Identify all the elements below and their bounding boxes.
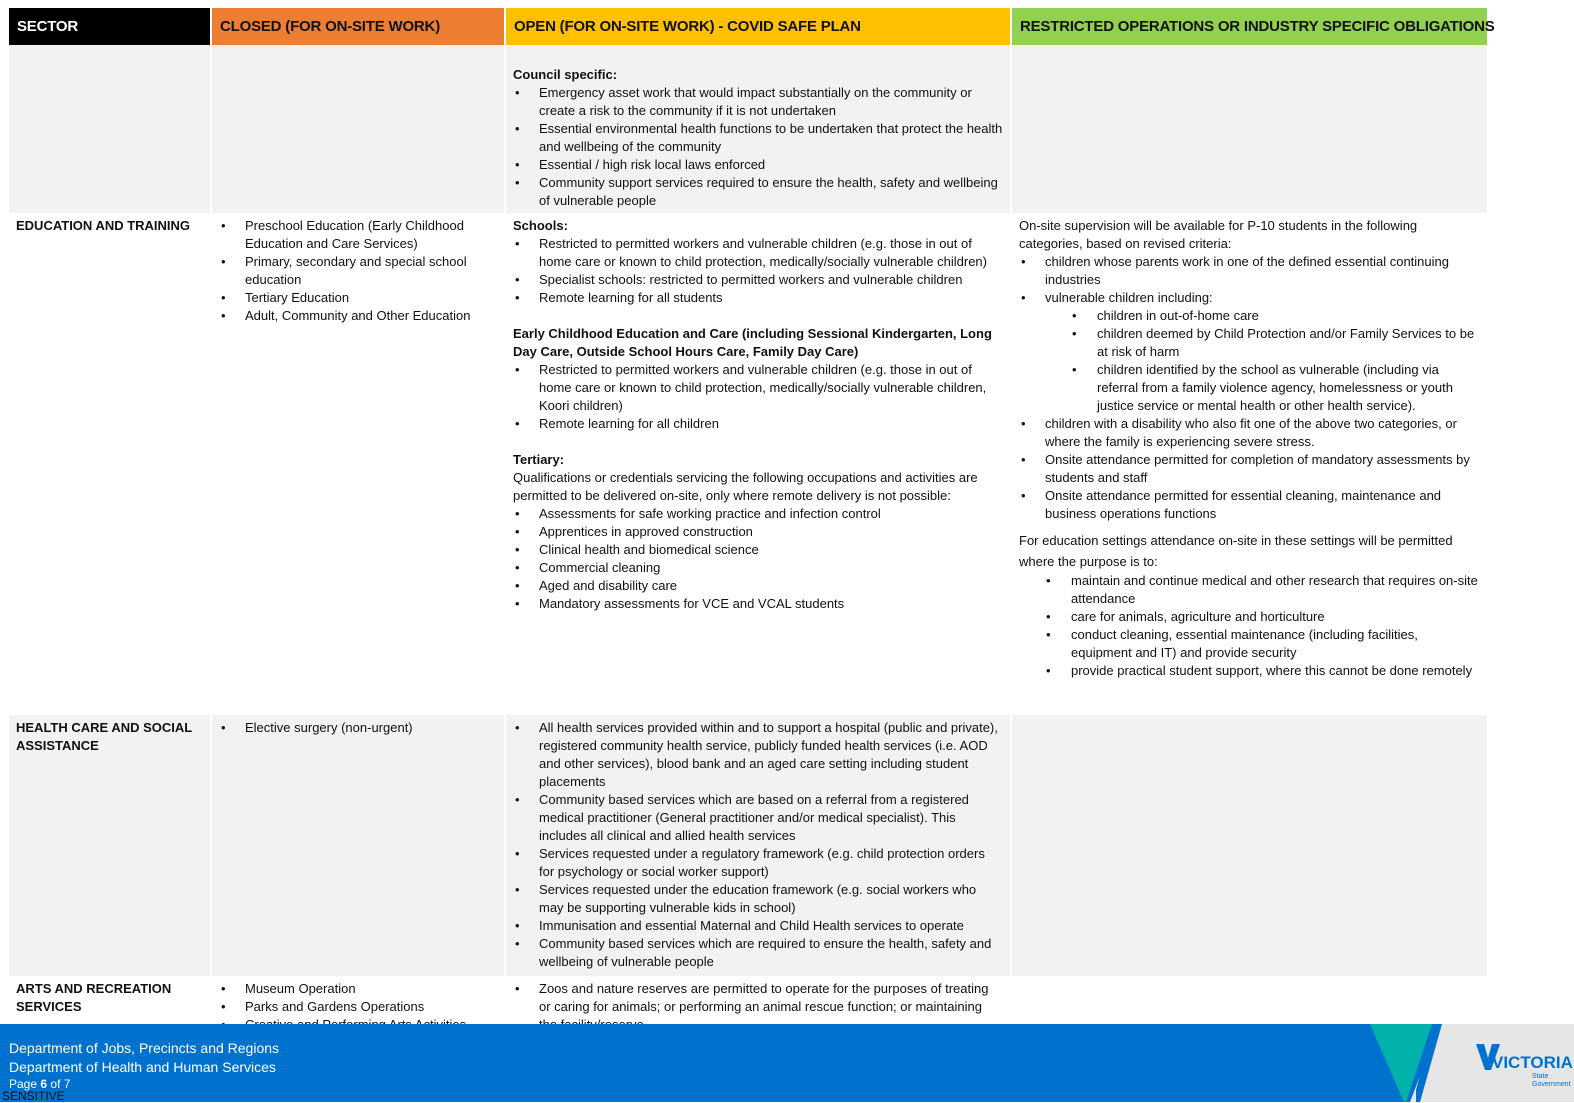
tertiary-intro: Qualifications or credentials servicing the following occupations and activities are permitted to be delivered on-site, only where remote delivery is not possible: xyxy=(513,470,978,503)
footer-department-2: Department of Health and Human Services xyxy=(9,1059,276,1075)
health-closed-cell xyxy=(211,715,505,976)
list-item-text: vulnerable children including: xyxy=(1045,290,1213,305)
list-item: • Primary, secondary and special school education xyxy=(245,253,497,289)
list-item xyxy=(1045,289,1480,307)
list-item: • Clinical health and biomedical science xyxy=(539,541,1003,559)
list-item: • Essential environmental health functions to be undertaken that protect the health and wellbeing of the community xyxy=(539,120,1003,156)
logo-main-text: VICTORIA xyxy=(1492,1053,1573,1072)
page-total: 7 xyxy=(63,1077,71,1091)
education-sector-cell xyxy=(9,213,211,715)
list-item: • maintain and continue medical and other research that requires on-site attendance xyxy=(1071,572,1480,608)
list-item: • care for animals, agriculture and horticulture xyxy=(1071,608,1480,626)
list-item: • children in out-of-home care xyxy=(1097,307,1480,325)
list-item: • conduct cleaning, essential maintenance (including facilities, equipment and IT) and provide security xyxy=(1071,626,1480,662)
list-item: • Community based services which are based on a referral from a registered medical practitioner (General practitioner and/or medical specialist). This includes all clinical and allied health services xyxy=(539,791,1003,845)
header-sector: SECTOR xyxy=(9,8,211,45)
logo-sub-text-1: State xyxy=(1532,1073,1549,1080)
list-item: • Immunisation and essential Maternal and Child Health services to operate xyxy=(539,917,1003,935)
list-item: • All health services provided within and to support a hospital (public and private), registered community health service, publicly funded health services (i.e. AOD and other services), blood bank and an aged care setting including student placements xyxy=(539,719,1003,791)
list-item: • Remote learning for all children xyxy=(539,415,1003,433)
list-item: • Aged and disability care xyxy=(539,577,1003,595)
restrictions-table-container xyxy=(9,8,1495,1024)
vulnerable-children-sublist xyxy=(1019,307,1480,415)
list-item: • children identified by the school as vulnerable (including via referral from a family violence agency, homelessness or youth justice service or mental health or other health service). xyxy=(1097,361,1480,415)
health-sector-cell xyxy=(9,715,211,976)
restricted-paragraph: For education settings attendance on-site in these settings will be permitted where the purpose is to: xyxy=(1019,533,1453,569)
list-item: • Onsite attendance permitted for essential cleaning, maintenance and business operations functions xyxy=(1045,487,1480,523)
schools-list xyxy=(513,235,1003,307)
list-item: • Assessments for safe working practice and infection control xyxy=(539,505,1003,523)
tertiary-heading: Tertiary: xyxy=(513,452,565,467)
restrictions-table xyxy=(9,8,1495,1056)
header-restricted: RESTRICTED OPERATIONS OR INDUSTRY SPECIFIC OBLIGATIONS xyxy=(1011,8,1487,45)
list-item: • Preschool Education (Early Childhood Education and Care Services) xyxy=(245,217,497,253)
education-sector-label: EDUCATION AND TRAINING xyxy=(16,218,191,233)
list-item: • Adult, Community and Other Education xyxy=(245,307,497,325)
list-item: • Emergency asset work that would impact substantially on the community or create a risk to the community if it is not undertaken xyxy=(539,84,1003,120)
council-open-heading: Council specific: xyxy=(513,67,618,82)
list-item: • Mandatory assessments for VCE and VCAL students xyxy=(539,595,1003,613)
header-open: OPEN (FOR ON-SITE WORK) - COVID SAFE PLAN xyxy=(505,8,1011,45)
list-item: • Elective surgery (non-urgent) xyxy=(245,719,497,737)
page-current: 6 xyxy=(40,1077,48,1091)
list-item: • children deemed by Child Protection and/or Family Services to be at risk of harm xyxy=(1097,325,1480,361)
table-row-council xyxy=(9,45,1487,213)
council-open-list xyxy=(513,84,1003,210)
health-open-list xyxy=(513,719,1003,971)
footer-department-1: Department of Jobs, Precincts and Regions xyxy=(9,1040,280,1056)
ecec-heading: Early Childhood Education and Care (including Sessional Kindergarten, Long Day Care, Outside School Hours Care, Family Day Care) xyxy=(513,326,992,359)
table-row-education xyxy=(9,213,1487,715)
list-item: • Services requested under a regulatory framework (e.g. child protection orders for psychology or social worker support) xyxy=(539,845,1003,881)
education-closed-list xyxy=(219,217,497,325)
restricted-more-list xyxy=(1019,415,1480,523)
list-item: • Essential / high risk local laws enforced xyxy=(539,156,1003,174)
page-footer xyxy=(0,1024,1574,1102)
list-item: • Tertiary Education xyxy=(245,289,497,307)
list-item: • Services requested under the education framework (e.g. social workers who may be supporting vulnerable kids in school) xyxy=(539,881,1003,917)
list-item: • Parks and Gardens Operations xyxy=(245,998,497,1016)
list-item: • Restricted to permitted workers and vulnerable children (e.g. those in out of home care or known to child protection, medically/socially vulnerable children) xyxy=(539,235,1003,271)
list-item: • provide practical student support, where this cannot be done remotely xyxy=(1071,662,1480,680)
schools-heading: Schools: xyxy=(513,218,568,233)
education-open-cell xyxy=(505,213,1011,715)
list-item: • Remote learning for all students xyxy=(539,289,1003,307)
page-prefix: Page xyxy=(9,1077,38,1091)
logo-sub-text-2: Government xyxy=(1532,1081,1571,1088)
health-restricted-cell xyxy=(1011,715,1487,976)
ecec-list xyxy=(513,361,1003,433)
list-item: • Zoos and nature reserves are permitted to operate for the purposes of treating or caring for animals; or performing an animal rescue function; or maintaining xyxy=(539,980,1003,1034)
health-closed-list xyxy=(219,719,497,737)
list-item: • Restricted to permitted workers and vulnerable children (e.g. those in out of home care or known to child protection, medically/socially vulnerable children, Koori children) xyxy=(539,361,1003,415)
table-header-row xyxy=(9,8,1487,45)
list-item: • Commercial cleaning xyxy=(539,559,1003,577)
health-open-cell xyxy=(505,715,1011,976)
classification-label: SENSITIVE xyxy=(2,1089,65,1103)
list-item: • Museum Operation xyxy=(245,980,497,998)
restricted-purposes-list xyxy=(1019,572,1480,680)
list-item: • Onsite attendance permitted for completion of mandatory assessments by students and staff xyxy=(1045,451,1480,487)
council-closed-cell xyxy=(211,45,505,213)
restricted-intro: On-site supervision will be available for P-10 students in the following categories, based on revised criteria: xyxy=(1019,218,1418,251)
council-restricted-cell xyxy=(1011,45,1487,213)
victoria-state-government-logo xyxy=(1474,1042,1573,1090)
list-item: • Apprentices in approved construction xyxy=(539,523,1003,541)
education-restricted-cell xyxy=(1011,213,1487,715)
council-open-cell xyxy=(505,45,1011,213)
council-sector-cell xyxy=(9,45,211,213)
list-item: • Community based services which are required to ensure the health, safety and wellbeing of vulnerable people xyxy=(539,935,1003,971)
list-item: • Community support services required to ensure the health, safety and wellbeing of vulnerable people xyxy=(539,174,1003,210)
list-item: • children with a disability who also fit one of the above two categories, or where the family is experiencing severe stress. xyxy=(1045,415,1480,451)
list-item: • Specialist schools: restricted to permitted workers and vulnerable children xyxy=(539,271,1003,289)
page-of: of xyxy=(50,1077,61,1091)
health-sector-label: HEALTH CARE AND SOCIAL ASSISTANCE xyxy=(16,720,192,753)
table-row-health xyxy=(9,715,1487,976)
arts-sector-label: ARTS AND RECREATION SERVICES xyxy=(16,981,172,1014)
restricted-categories-list xyxy=(1019,253,1480,307)
education-closed-cell xyxy=(211,213,505,715)
tertiary-list xyxy=(513,505,1003,613)
header-closed: CLOSED (FOR ON-SITE WORK) xyxy=(211,8,505,45)
list-item: • children whose parents work in one of the defined essential continuing industries xyxy=(1045,253,1480,289)
